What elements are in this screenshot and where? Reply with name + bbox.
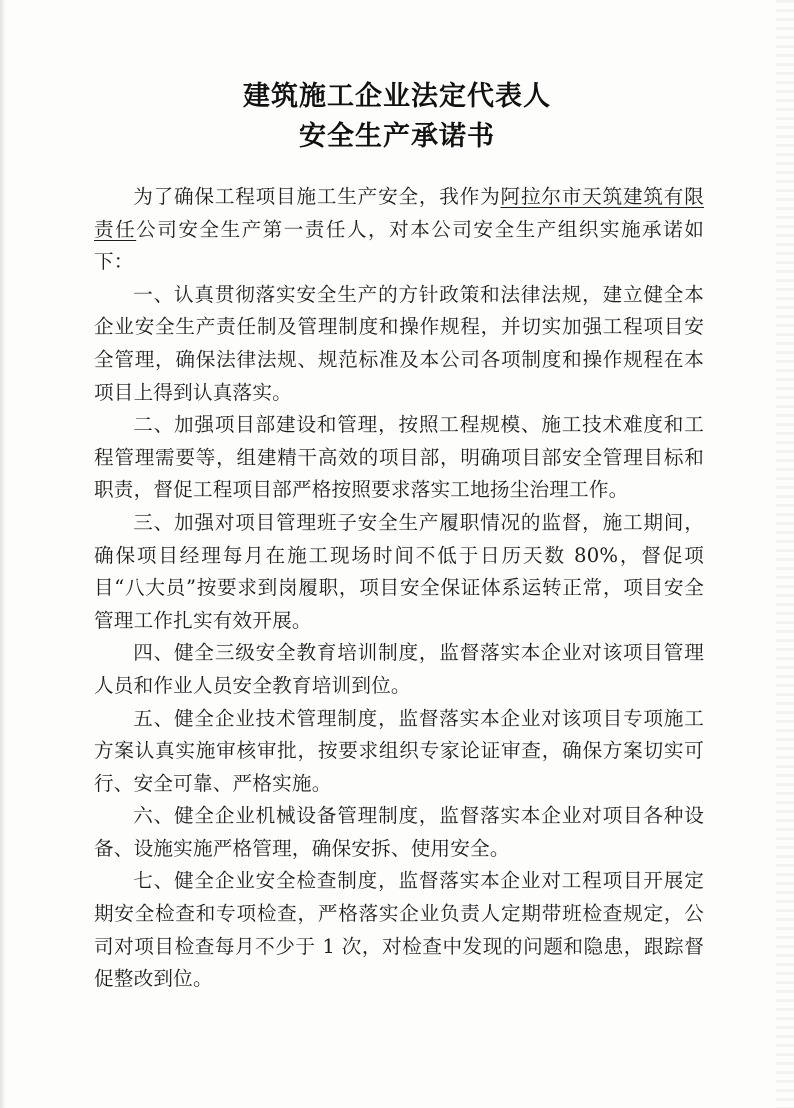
intro-prefix: 为了确保工程项目施工生产安全，我作为 [133,185,501,208]
document-title-line-2: 安全生产承诺书 [299,121,495,152]
clause-5: 五、健全企业技术管理制度，监督落实本企业对该项目专项施工方案认真实施审核审批，按要求组织专家论证审查，确保方案切实可行、安全可靠、严格实施。 [94,706,704,795]
scan-edge-right [776,0,794,1108]
document-title-line-1: 建筑施工企业法定代表人 [243,81,551,112]
clause-1: 一、认真贯彻落实安全生产的方针政策和法律法规，建立健全本企业安全生产责任制及管理制度和操作规程，并切实加强工程项目安全管理，确保法律法规、规范标准及本公司各项制度和操作规程在本项目上得到认真落实。 [94,282,704,404]
clause-6: 六、健全企业机械设备管理制度，监督落实本企业对项目各种设备、设施实施严格管理，确保安拆、使用安全。 [94,804,704,860]
clause-2: 二、加强项目部建设和管理，按照工程规模、施工技术难度和工程管理需要等，组建精干高效的项目部，明确项目部安全管理目标和职责，督促工程项目部严格按照要求落实工地扬尘治理工作。 [94,413,704,502]
company-name: 阿拉尔市天筑建筑有限责任 [94,185,704,241]
clause-4: 四、健全三级安全教育培训制度，监督落实本企业对该项目管理人员和作业人员安全教育培训到位。 [94,641,704,697]
document-body [94,181,704,996]
intro-paragraph [94,181,704,279]
clause-7: 七、健全企业安全检查制度，监督落实本企业对工程项目开展定期安全检查和专项检查，严格落实企业负责人定期带班检查规定，公司对项目检查每月不少于 1 次，对检查中发现的问题和隐患，跟踪督促整改到位。 [94,869,704,991]
intro-suffix: 公司安全生产第一责任人，对本公司安全生产组织实施承诺如下： [94,217,705,274]
clause-3: 三、加强对项目管理班子安全生产履职情况的监督，施工期间，确保项目经理每月在施工现场时间不低于日历天数 80%，督促项目“八大员”按要求到岗履职，项目安全保证体系运转正常，项目安全管理工作扎实有效开展。 [94,510,704,632]
scan-edge-left [0,0,6,1108]
